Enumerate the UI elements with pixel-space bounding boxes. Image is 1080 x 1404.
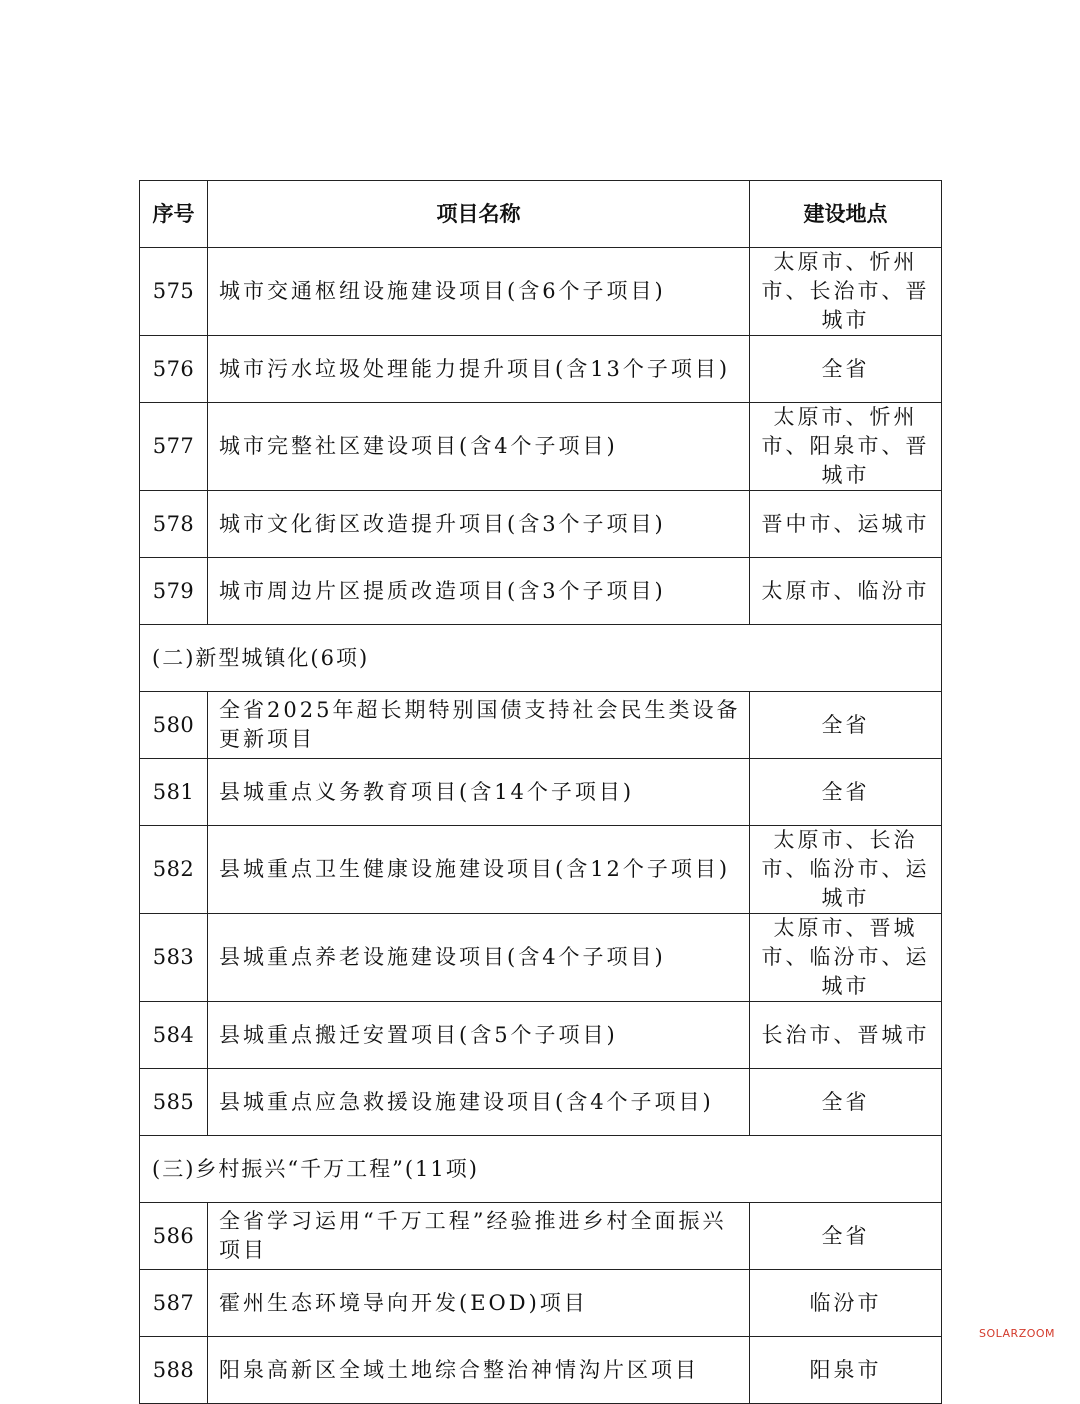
row-project-name: 县城重点搬迁安置项目(含5个子项目)	[208, 1002, 750, 1069]
row-index: 583	[140, 914, 208, 1002]
row-index: 586	[140, 1203, 208, 1270]
row-project-name: 城市交通枢纽设施建设项目(含6个子项目)	[208, 248, 750, 336]
header-name: 项目名称	[208, 181, 750, 248]
section-heading-3: (三)乡村振兴“千万工程”(11项)	[140, 1136, 942, 1203]
row-index: 585	[140, 1069, 208, 1136]
row-location: 全省	[750, 336, 942, 403]
row-index: 581	[140, 759, 208, 826]
row-location: 全省	[750, 1203, 942, 1270]
table-row	[140, 1337, 942, 1404]
section-heading-2: (二)新型城镇化(6项)	[140, 625, 942, 692]
row-index: 575	[140, 248, 208, 336]
header-index: 序号	[140, 181, 208, 248]
row-location: 太原市、晋城市、临汾市、运城市	[750, 914, 942, 1002]
row-location: 阳泉市	[750, 1337, 942, 1404]
row-index: 587	[140, 1270, 208, 1337]
row-index: 584	[140, 1002, 208, 1069]
row-project-name: 全省2025年超长期特别国债支持社会民生类设备更新项目	[208, 692, 750, 759]
table-row	[140, 248, 942, 336]
row-project-name: 霍州生态环境导向开发(EOD)项目	[208, 1270, 750, 1337]
header-location: 建设地点	[750, 181, 942, 248]
row-project-name: 县城重点卫生健康设施建设项目(含12个子项目)	[208, 826, 750, 914]
row-location: 临汾市	[750, 1270, 942, 1337]
table-row	[140, 558, 942, 625]
row-index: 576	[140, 336, 208, 403]
row-index: 579	[140, 558, 208, 625]
row-index: 582	[140, 826, 208, 914]
row-location: 晋中市、运城市	[750, 491, 942, 558]
row-location: 太原市、忻州市、长治市、晋城市	[750, 248, 942, 336]
table-row	[140, 1002, 942, 1069]
row-project-name: 县城重点应急救援设施建设项目(含4个子项目)	[208, 1069, 750, 1136]
watermark-logo: SOLARZOOM	[979, 1327, 1056, 1340]
table-row	[140, 1069, 942, 1136]
table-row	[140, 1203, 942, 1270]
row-location: 太原市、长治市、临汾市、运城市	[750, 826, 942, 914]
row-project-name: 城市完整社区建设项目(含4个子项目)	[208, 403, 750, 491]
row-project-name: 阳泉高新区全域土地综合整治神情沟片区项目	[208, 1337, 750, 1404]
row-project-name: 城市污水垃圾处理能力提升项目(含13个子项目)	[208, 336, 750, 403]
row-location: 太原市、临汾市	[750, 558, 942, 625]
row-project-name: 县城重点义务教育项目(含14个子项目)	[208, 759, 750, 826]
row-location: 全省	[750, 692, 942, 759]
row-location: 全省	[750, 759, 942, 826]
table-row	[140, 336, 942, 403]
row-project-name: 城市文化街区改造提升项目(含3个子项目)	[208, 491, 750, 558]
row-index: 580	[140, 692, 208, 759]
row-location: 太原市、忻州市、阳泉市、晋城市	[750, 403, 942, 491]
project-table	[139, 180, 942, 1404]
row-index: 588	[140, 1337, 208, 1404]
table-row	[140, 692, 942, 759]
row-project-name: 城市周边片区提质改造项目(含3个子项目)	[208, 558, 750, 625]
table-row	[140, 914, 942, 1002]
table-row	[140, 403, 942, 491]
table-row	[140, 491, 942, 558]
table-row	[140, 1270, 942, 1337]
section-row	[140, 1136, 942, 1203]
row-project-name: 县城重点养老设施建设项目(含4个子项目)	[208, 914, 750, 1002]
section-row	[140, 625, 942, 692]
row-index: 578	[140, 491, 208, 558]
row-index: 577	[140, 403, 208, 491]
row-location: 全省	[750, 1069, 942, 1136]
row-project-name: 全省学习运用“千万工程”经验推进乡村全面振兴项目	[208, 1203, 750, 1270]
table-row	[140, 759, 942, 826]
table-row	[140, 826, 942, 914]
table-header-row	[140, 181, 942, 248]
row-location: 长治市、晋城市	[750, 1002, 942, 1069]
